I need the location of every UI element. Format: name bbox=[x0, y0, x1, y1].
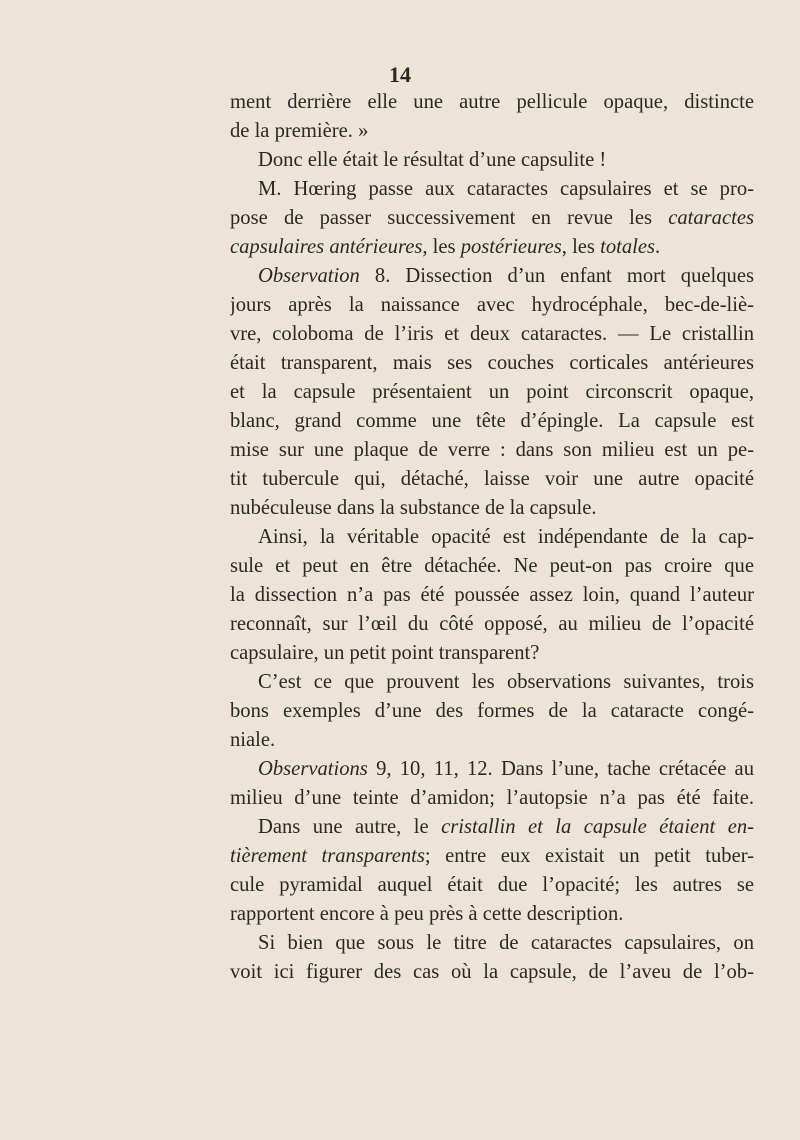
text-run: blanc, grand comme une tête d’épingle. La capsule est bbox=[230, 410, 754, 432]
text-line bbox=[230, 494, 754, 523]
text-line bbox=[230, 88, 754, 117]
text-line bbox=[230, 900, 754, 929]
text-line bbox=[230, 929, 754, 958]
text-line bbox=[230, 291, 754, 320]
text-run: nubéculeuse dans la substance de la capsule. bbox=[230, 497, 597, 519]
text-run: mise sur une plaque de verre : dans son milieu est un pe- bbox=[230, 439, 754, 461]
text-line bbox=[230, 407, 754, 436]
text-run: tit tubercule qui, détaché, laisse voir une autre opacité bbox=[230, 468, 754, 490]
text-line bbox=[230, 581, 754, 610]
text-line bbox=[230, 871, 754, 900]
italic-run: Observation bbox=[258, 265, 360, 287]
text-line bbox=[230, 552, 754, 581]
text-line bbox=[230, 378, 754, 407]
text-run: Ainsi, la véritable opacité est indépendante de la cap- bbox=[258, 526, 754, 548]
italic-run: tièrement transparents bbox=[230, 845, 425, 867]
italic-run: cataractes bbox=[668, 207, 754, 229]
text-run: ment derrière elle une autre pellicule opaque, distincte bbox=[230, 91, 754, 113]
italic-run: Observations bbox=[258, 758, 368, 780]
text-run: reconnaît, sur l’œil du côté opposé, au milieu de l’opacité bbox=[230, 613, 754, 635]
text-run: Donc elle était le résultat d’une capsulite ! bbox=[258, 149, 607, 171]
text-line bbox=[230, 465, 754, 494]
text-line bbox=[230, 639, 754, 668]
text-line bbox=[230, 349, 754, 378]
text-run: 8. Dissection d’un enfant mort quelques bbox=[359, 265, 754, 287]
text-line bbox=[230, 668, 754, 697]
text-run: rapportent encore à peu près à cette description. bbox=[230, 903, 624, 925]
text-run: et la capsule présentaient un point circonscrit opaque, bbox=[230, 381, 754, 403]
text-run: 9, 10, 11, 12. Dans l’une, tache crétacée au bbox=[367, 758, 754, 780]
text-run: C’est ce que prouvent les observations suivantes, trois bbox=[258, 671, 754, 693]
text-run: . bbox=[655, 236, 661, 258]
text-run: , les bbox=[561, 236, 601, 258]
text-line bbox=[230, 175, 754, 204]
text-run: , les bbox=[422, 236, 461, 258]
text-line bbox=[230, 117, 754, 146]
text-run: voit ici figurer des cas où la capsule, de l’aveu de l’ob- bbox=[230, 961, 754, 983]
text-run: M. Hœring passe aux cataractes capsulaires et se pro- bbox=[258, 178, 754, 200]
text-line bbox=[230, 813, 754, 842]
text-run: vre, coloboma de l’iris et deux cataractes. — Le cristallin bbox=[230, 323, 754, 345]
page-number: 14 bbox=[389, 62, 411, 87]
text-run: la dissection n’a pas été poussée assez loin, quand l’auteur bbox=[230, 584, 754, 606]
text-line bbox=[230, 958, 754, 987]
text-line bbox=[230, 204, 754, 233]
italic-run: cristallin et la capsule étaient en- bbox=[441, 816, 754, 838]
text-run: milieu d’une teinte d’amidon; l’autopsie n’a pas été faite. bbox=[230, 787, 754, 809]
text-line bbox=[230, 146, 754, 175]
text-line bbox=[230, 755, 754, 784]
italic-run: totales bbox=[600, 236, 656, 258]
text-run: était transparent, mais ses couches corticales antérieures bbox=[230, 352, 754, 374]
text-line bbox=[230, 320, 754, 349]
text-line bbox=[230, 436, 754, 465]
text-run: Si bien que sous le titre de cataractes capsulaires, on bbox=[258, 932, 754, 954]
text-run: sule et peut en être détachée. Ne peut-on pas croire que bbox=[230, 555, 754, 577]
text-run: pose de passer successivement en revue les bbox=[230, 207, 669, 229]
text-run: Dans une autre, le bbox=[258, 816, 442, 838]
text-line bbox=[230, 726, 754, 755]
text-run: capsulaire, un petit point transparent? bbox=[230, 642, 540, 664]
text-line bbox=[230, 842, 754, 871]
text-line bbox=[230, 697, 754, 726]
text-run: bons exemples d’une des formes de la cataracte congé- bbox=[230, 700, 754, 722]
body-text bbox=[230, 88, 754, 987]
text-run: ; entre eux existait un petit tuber- bbox=[424, 845, 754, 867]
text-run: niale. bbox=[230, 729, 276, 751]
text-line bbox=[230, 523, 754, 552]
text-line bbox=[230, 262, 754, 291]
text-run: cule pyramidal auquel était due l’opacité; les autres se bbox=[230, 874, 754, 896]
text-line bbox=[230, 233, 754, 262]
italic-run: capsulaires antérieures bbox=[230, 236, 423, 258]
text-line bbox=[230, 784, 754, 813]
italic-run: postérieures bbox=[460, 236, 562, 258]
text-run: de la première. » bbox=[230, 120, 369, 142]
text-line bbox=[230, 610, 754, 639]
text-run: jours après la naissance avec hydrocéphale, bec-de-liè- bbox=[230, 294, 754, 316]
